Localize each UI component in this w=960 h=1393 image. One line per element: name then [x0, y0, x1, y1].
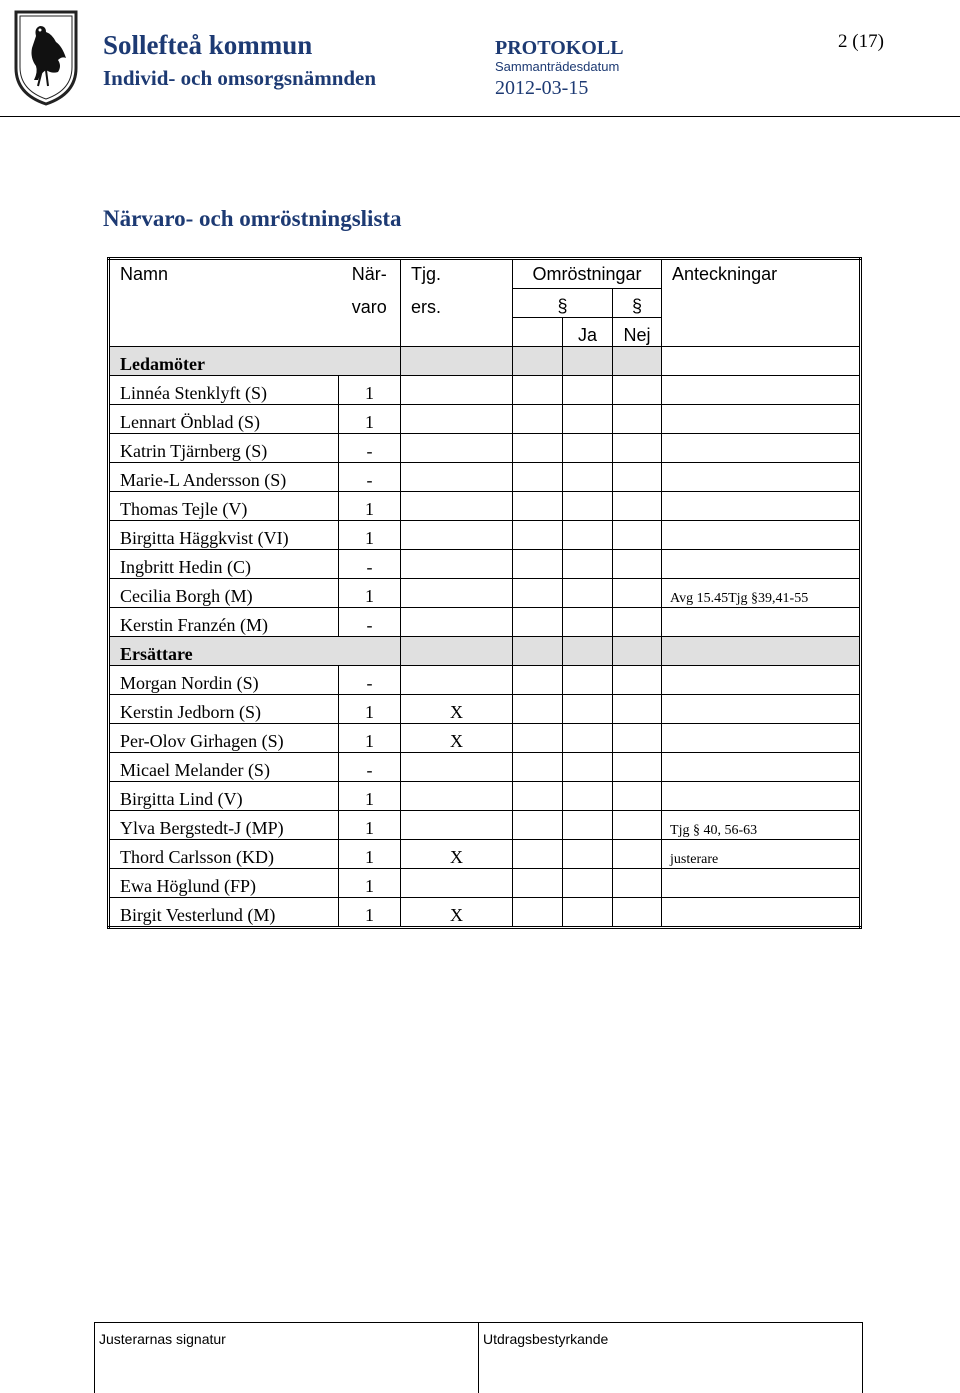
member-note	[662, 550, 861, 579]
vote-nej-cell	[613, 521, 662, 550]
member-tjg-ers	[401, 376, 513, 405]
col-header-narvaro-1: När-	[339, 259, 401, 289]
member-note	[662, 492, 861, 521]
member-name: Thomas Tejle (V)	[109, 492, 339, 521]
member-row	[109, 608, 861, 637]
vote-nej-cell	[613, 782, 662, 811]
member-name: Cecilia Borgh (M)	[109, 579, 339, 608]
meeting-date-label: Sammanträdesdatum	[495, 59, 619, 74]
member-row	[109, 753, 861, 782]
member-tjg-ers	[401, 782, 513, 811]
vote-nej-cell	[613, 434, 662, 463]
vote-nej-cell	[613, 492, 662, 521]
member-name: Kerstin Jedborn (S)	[109, 695, 339, 724]
member-tjg-ers	[401, 608, 513, 637]
member-row	[109, 782, 861, 811]
member-note: Tjg § 40, 56-63	[662, 811, 861, 840]
col-header-anteckningar: Anteckningar	[662, 259, 861, 289]
member-narvaro: 1	[339, 376, 401, 405]
member-name: Micael Melander (S)	[109, 753, 339, 782]
vote-ja-cell	[563, 463, 613, 492]
member-row	[109, 492, 861, 521]
vote-cell	[513, 840, 563, 869]
vote-cell	[513, 376, 563, 405]
committee-name: Individ- och omsorgsnämnden	[103, 66, 376, 91]
vote-ja-cell	[563, 898, 613, 928]
utdragsbestyrkande-box[interactable]	[479, 1323, 863, 1393]
vote-ja-cell	[563, 666, 613, 695]
header-spacer	[513, 318, 563, 347]
member-row	[109, 579, 861, 608]
signature-footer	[94, 1322, 863, 1393]
member-tjg-ers	[401, 753, 513, 782]
vote-nej-cell	[613, 811, 662, 840]
vote-ja-cell	[563, 550, 613, 579]
vote-ja-cell	[563, 376, 613, 405]
vote-nej-cell	[613, 695, 662, 724]
vote-ja-cell	[563, 492, 613, 521]
vote-ja-cell	[563, 782, 613, 811]
header-divider	[0, 116, 960, 117]
member-row	[109, 695, 861, 724]
member-name: Ewa Höglund (FP)	[109, 869, 339, 898]
vote-ja-cell	[563, 869, 613, 898]
col-header-omrostningar: Omröstningar	[513, 259, 662, 289]
vote-cell	[513, 869, 563, 898]
vote-nej-cell	[613, 463, 662, 492]
anteckningar-spacer	[662, 289, 861, 318]
member-narvaro: 1	[339, 811, 401, 840]
page-number: 2 (17)	[838, 31, 884, 53]
vote-cell	[513, 579, 563, 608]
member-note	[662, 869, 861, 898]
vote-cell	[513, 463, 563, 492]
vote-nej-cell	[613, 840, 662, 869]
member-tjg-ers	[401, 521, 513, 550]
member-name: Per-Olov Girhagen (S)	[109, 724, 339, 753]
member-narvaro: 1	[339, 521, 401, 550]
member-note	[662, 782, 861, 811]
member-narvaro: -	[339, 753, 401, 782]
vote-nej-cell	[613, 608, 662, 637]
member-note	[662, 521, 861, 550]
member-name: Thord Carlsson (KD)	[109, 840, 339, 869]
member-name: Birgit Vesterlund (M)	[109, 898, 339, 928]
vote-ja-cell	[563, 579, 613, 608]
col-header-nej: Nej	[613, 318, 662, 347]
member-name: Linnéa Stenklyft (S)	[109, 376, 339, 405]
header-spacer	[401, 318, 513, 347]
municipal-crest-logo	[12, 6, 80, 106]
member-note	[662, 724, 861, 753]
member-tjg-ers	[401, 811, 513, 840]
member-tjg-ers	[401, 463, 513, 492]
member-narvaro: -	[339, 550, 401, 579]
vote-cell	[513, 434, 563, 463]
vote-nej-cell	[613, 376, 662, 405]
header-spacer	[109, 318, 339, 347]
vote-cell	[513, 898, 563, 928]
member-narvaro: 1	[339, 869, 401, 898]
member-narvaro: -	[339, 434, 401, 463]
member-row	[109, 869, 861, 898]
member-note	[662, 434, 861, 463]
member-narvaro: 1	[339, 724, 401, 753]
vote-cell	[513, 811, 563, 840]
member-name: Ylva Bergstedt-J (MP)	[109, 811, 339, 840]
member-narvaro: -	[339, 463, 401, 492]
vote-cell	[513, 782, 563, 811]
member-narvaro: 1	[339, 695, 401, 724]
vote-ja-cell	[563, 434, 613, 463]
member-note	[662, 898, 861, 928]
col-header-ja: Ja	[563, 318, 613, 347]
vote-cell	[513, 521, 563, 550]
meeting-date: 2012-03-15	[495, 77, 588, 100]
vote-cell	[513, 550, 563, 579]
member-note	[662, 376, 861, 405]
vote-ja-cell	[563, 811, 613, 840]
vote-nej-cell	[613, 666, 662, 695]
member-name: Marie-L Andersson (S)	[109, 463, 339, 492]
member-note	[662, 753, 861, 782]
member-tjg-ers	[401, 405, 513, 434]
vote-ja-cell	[563, 695, 613, 724]
col-header-tjg-1: Tjg.	[401, 259, 513, 289]
header-spacer	[339, 318, 401, 347]
member-note	[662, 608, 861, 637]
section-ersattare: Ersättare	[109, 637, 401, 666]
col-header-narvaro-2: varo	[339, 289, 401, 318]
member-name: Ingbritt Hedin (C)	[109, 550, 339, 579]
vote-cell	[513, 753, 563, 782]
vote-ja-cell	[563, 753, 613, 782]
member-narvaro: 1	[339, 492, 401, 521]
section-ledamoter: Ledamöter	[109, 347, 401, 376]
member-row	[109, 550, 861, 579]
anteckningar-spacer	[662, 318, 861, 347]
organization-name: Sollefteå kommun	[103, 30, 312, 61]
member-name: Katrin Tjärnberg (S)	[109, 434, 339, 463]
vote-cell	[513, 492, 563, 521]
member-row	[109, 463, 861, 492]
member-row	[109, 898, 861, 928]
member-tjg-ers	[401, 579, 513, 608]
vote-ja-cell	[563, 405, 613, 434]
vote-nej-cell	[613, 898, 662, 928]
vote-nej-cell	[613, 869, 662, 898]
member-row	[109, 666, 861, 695]
vote-ja-cell	[563, 521, 613, 550]
vote-nej-cell	[613, 579, 662, 608]
vote-nej-cell	[613, 753, 662, 782]
member-row	[109, 811, 861, 840]
col-header-tjg-2: ers.	[401, 289, 513, 318]
justerarnas-signatur-label: Justerarnas signatur	[99, 1331, 226, 1347]
member-tjg-ers: X	[401, 695, 513, 724]
vote-nej-cell	[613, 550, 662, 579]
utdragsbestyrkande-label: Utdragsbestyrkande	[483, 1331, 608, 1347]
member-tjg-ers	[401, 666, 513, 695]
member-tjg-ers	[401, 869, 513, 898]
vote-ja-cell	[563, 840, 613, 869]
member-name: Kerstin Franzén (M)	[109, 608, 339, 637]
member-tjg-ers	[401, 434, 513, 463]
member-name: Morgan Nordin (S)	[109, 666, 339, 695]
vote-cell	[513, 405, 563, 434]
member-note	[662, 695, 861, 724]
vote-paragraph-2: §	[613, 289, 662, 318]
header-spacer	[109, 289, 339, 318]
member-row	[109, 724, 861, 753]
col-header-namn: Namn	[109, 259, 339, 289]
member-name: Birgitta Häggkvist (VI)	[109, 521, 339, 550]
member-tjg-ers: X	[401, 898, 513, 928]
vote-nej-cell	[613, 405, 662, 434]
member-name: Lennart Önblad (S)	[109, 405, 339, 434]
member-tjg-ers	[401, 550, 513, 579]
vote-cell	[513, 666, 563, 695]
member-row	[109, 376, 861, 405]
member-row	[109, 521, 861, 550]
member-note: justerare	[662, 840, 861, 869]
member-narvaro: -	[339, 666, 401, 695]
attendance-table	[107, 257, 862, 929]
member-narvaro: 1	[339, 405, 401, 434]
member-name: Birgitta Lind (V)	[109, 782, 339, 811]
vote-paragraph-1: §	[513, 289, 613, 318]
member-narvaro: 1	[339, 782, 401, 811]
member-row	[109, 405, 861, 434]
member-narvaro: 1	[339, 898, 401, 928]
justerarnas-signatur-box[interactable]	[95, 1323, 479, 1393]
member-note: Avg 15.45Tjg §39,41-55	[662, 579, 861, 608]
vote-ja-cell	[563, 724, 613, 753]
member-row	[109, 434, 861, 463]
member-tjg-ers: X	[401, 724, 513, 753]
vote-nej-cell	[613, 724, 662, 753]
member-row	[109, 840, 861, 869]
member-tjg-ers: X	[401, 840, 513, 869]
vote-cell	[513, 724, 563, 753]
document-type: PROTOKOLL	[495, 37, 624, 60]
vote-cell	[513, 608, 563, 637]
member-tjg-ers	[401, 492, 513, 521]
vote-ja-cell	[563, 608, 613, 637]
member-note	[662, 463, 861, 492]
member-note	[662, 405, 861, 434]
member-note	[662, 666, 861, 695]
vote-cell	[513, 695, 563, 724]
member-narvaro: 1	[339, 840, 401, 869]
page-title: Närvaro- och omröstningslista	[103, 206, 402, 232]
member-narvaro: 1	[339, 579, 401, 608]
member-narvaro: -	[339, 608, 401, 637]
